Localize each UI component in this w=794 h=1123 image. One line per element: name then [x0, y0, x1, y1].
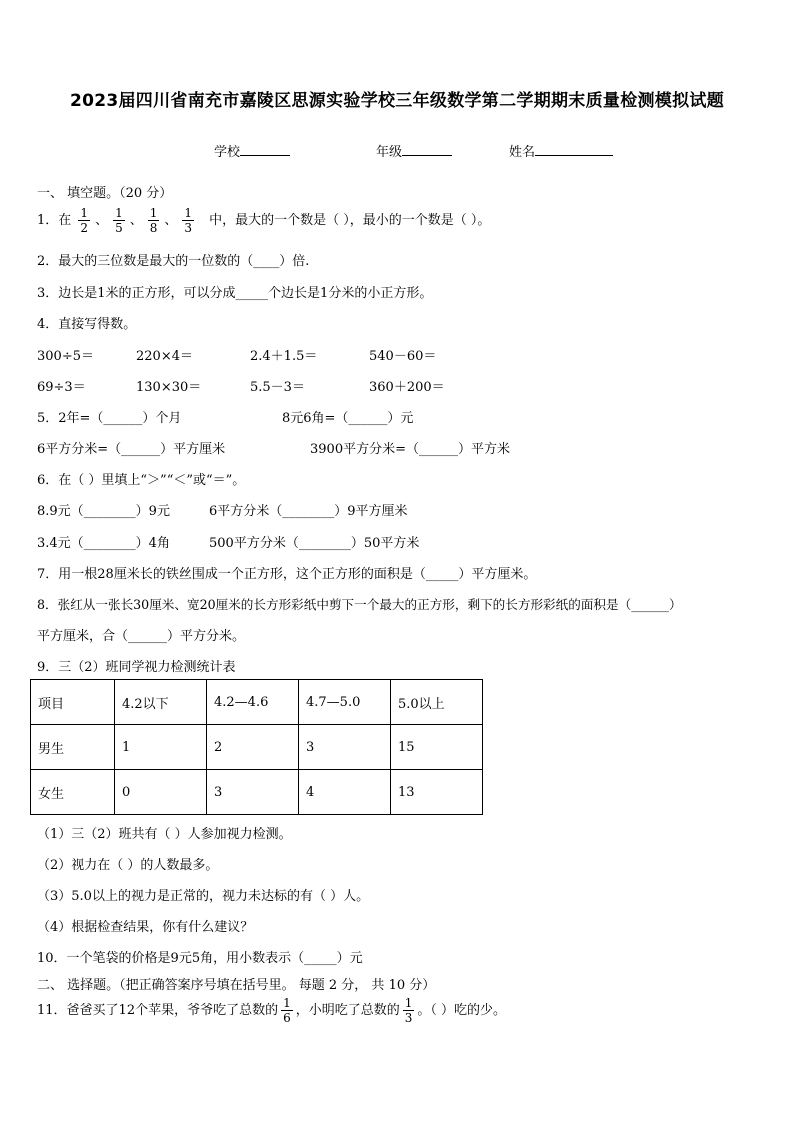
section-1-heading: 一、 填空题。（20 分） — [37, 186, 173, 201]
name-label: 姓名 — [509, 145, 536, 160]
calc-item: 69÷3＝ — [37, 380, 86, 395]
question-1: 1．在 $\frac{1}{2}$ 、 $\frac{1}{5}$ 、 $\frac{1}{8}$ 、 $\frac{1}{3}$ 中，最大的一个数是（ ），最小的一个数是（ ）。 — [37, 206, 491, 235]
name-field — [509, 141, 613, 160]
table-header-cell: 项目 — [31, 680, 115, 725]
q11-part-3: 。（ ）吃的少。 — [417, 1003, 507, 1018]
school-label: 学校 — [214, 145, 241, 160]
q11-part-1: 11．爸爸买了12个苹果，爷爷吃了总数的 — [37, 1003, 279, 1018]
question-6: 6．在（ ）里填上“＞”“＜”或“＝”。 — [37, 473, 246, 488]
question-8-line-2: 平方厘米，合（______）平方分米。 — [37, 629, 246, 644]
school-blank[interactable] — [240, 143, 290, 156]
table-header-cell: 4.7—5.0 — [299, 680, 391, 725]
question-5d: 3900平方分米=（______）平方米 — [310, 442, 510, 457]
grade-field — [376, 141, 452, 160]
question-9-2: （2）视力在（ ）的人数最多。 — [37, 858, 219, 873]
fraction-1-3-b: $\frac{1}{3}$ — [404, 996, 413, 1025]
grade-blank[interactable] — [402, 143, 452, 156]
table-cell: 1 — [115, 725, 207, 770]
question-5a: 5．2年=（______）个月 — [37, 411, 182, 426]
question-8-line-1: 8．张红从一张长30厘米、宽20厘米的长方形彩纸中剪下一个最大的正方形，剩下的长方形彩纸的面积是（______） — [37, 597, 682, 612]
table-header-row — [31, 680, 483, 725]
fraction-1-8: $\frac{1}{8}$ — [149, 206, 158, 235]
question-6-item: 6平方分米（________）9平方厘米 — [209, 504, 408, 519]
question-10: 10．一个笔袋的价格是9元5角，用小数表示（_____）元 — [37, 951, 363, 966]
q11-part-2: ，小明吃了总数的 — [295, 1003, 400, 1018]
fraction-1-3: $\frac{1}{3}$ — [184, 206, 193, 235]
calc-item: 360＋200＝ — [369, 380, 445, 395]
vision-stats-table — [30, 679, 483, 815]
calc-item: 2.4＋1.5＝ — [250, 349, 318, 364]
table-cell: 13 — [391, 770, 483, 815]
q1-suffix: 中，最大的一个数是（ ），最小的一个数是（ ）。 — [209, 213, 491, 228]
fraction-1-2: $\frac{1}{2}$ — [80, 206, 89, 235]
question-4: 4．直接写得数。 — [37, 317, 137, 332]
fraction-1-5: $\frac{1}{5}$ — [115, 206, 123, 235]
calc-item: 300÷5＝ — [37, 349, 94, 364]
question-2: 2．最大的三位数是最大的一位数的（____）倍. — [37, 254, 310, 269]
question-3: 3．边长是1米的正方形，可以分成_____个边长是1分米的小正方形。 — [37, 286, 433, 301]
calc-item: 540－60＝ — [369, 349, 437, 364]
question-9: 9．三（2）班同学视力检测统计表 — [37, 660, 236, 675]
question-7: 7．用一根28厘米长的铁丝围成一个正方形，这个正方形的面积是（_____）平方厘米。 — [37, 567, 537, 582]
table-cell: 3 — [299, 725, 391, 770]
table-cell: 4 — [299, 770, 391, 815]
section-2-heading: 二、 选择题。（把正确答案序号填在括号里。 每题 2 分， 共 10 分） — [37, 978, 436, 993]
calc-item: 220×4＝ — [136, 349, 193, 364]
question-11 — [37, 996, 506, 1025]
calc-item: 130×30＝ — [136, 380, 202, 395]
question-9-4: （4）根据检查结果，你有什么建议？ — [37, 920, 254, 935]
calc-item: 5.5－3＝ — [250, 380, 305, 395]
question-6-item: 3.4元（________）4角 — [37, 536, 170, 551]
question-6-item: 8.9元（________）9元 — [37, 504, 170, 519]
question-9-3: （3）5.0以上的视力是正常的，视力未达标的有（ ）人。 — [37, 889, 370, 904]
question-5c: 6平方分米=（______）平方厘米 — [37, 442, 226, 457]
question-5b: 8元6角=（______）元 — [282, 411, 414, 426]
table-cell: 3 — [207, 770, 299, 815]
table-header-cell: 5.0以上 — [391, 680, 483, 725]
table-cell: 2 — [207, 725, 299, 770]
fraction-1-6: $\frac{1}{6}$ — [283, 996, 291, 1025]
table-row — [31, 725, 483, 770]
question-9-1: （1）三（2）班共有（ ）人参加视力检测。 — [37, 827, 292, 842]
table-row — [31, 770, 483, 815]
q1-prefix: 1．在 — [37, 213, 72, 228]
page-title: 2023届四川省南充市嘉陵区思源实验学校三年级数学第二学期期末质量检测模拟试题 — [69, 91, 724, 111]
table-header-cell: 4.2以下 — [115, 680, 207, 725]
school-field — [214, 141, 290, 160]
question-6-item: 500平方分米（________）50平方米 — [209, 536, 420, 551]
name-blank[interactable] — [535, 143, 613, 156]
table-cell: 0 — [115, 770, 207, 815]
table-header-cell: 4.2—4.6 — [207, 680, 299, 725]
grade-label: 年级 — [376, 145, 403, 160]
table-cell: 15 — [391, 725, 483, 770]
table-cell: 男生 — [31, 725, 115, 770]
table-cell: 女生 — [31, 770, 115, 815]
